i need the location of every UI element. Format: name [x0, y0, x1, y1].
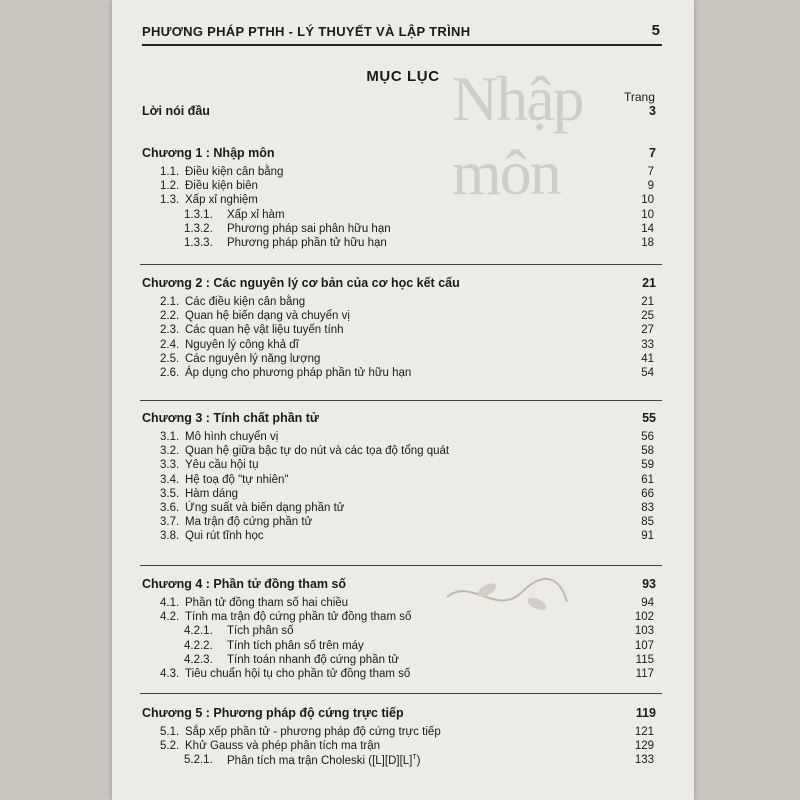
entry-title: Phần tử đồng tham số hai chiều — [185, 597, 349, 609]
running-header — [142, 22, 662, 46]
entry-title: Tính tích phân số trên máy — [227, 639, 364, 652]
toc-entry-row[interactable] — [112, 502, 694, 516]
entry-number: 2.1. — [160, 296, 180, 308]
entry-number: 2.4. — [160, 338, 180, 351]
entry-page: 27 — [641, 324, 654, 337]
entry-title: Điều kiện biên — [185, 180, 258, 193]
entry-page: 41 — [641, 352, 654, 365]
toc-entry-row[interactable] — [112, 611, 694, 625]
toc-title: MỤC LỤC — [366, 68, 440, 85]
entry-number: 2.5. — [160, 352, 180, 365]
entry-title: Hàm dáng — [185, 487, 239, 500]
toc-preface[interactable] — [112, 104, 694, 118]
chapter-page: 7 — [649, 146, 656, 160]
section-divider — [140, 565, 662, 566]
entry-number: 2.6. — [160, 367, 180, 379]
toc-chapter-row[interactable] — [112, 706, 694, 720]
entry-title: Phương pháp phần tử hữu hạn — [227, 237, 387, 249]
preface-title: Lời nói đầu — [142, 104, 210, 118]
entry-title: Qui rút tĩnh học — [185, 530, 264, 543]
entry-number: 3.4. — [160, 473, 180, 486]
toc-entry-row[interactable] — [112, 296, 694, 310]
page-column-label: Trang — [624, 90, 655, 104]
entry-number: 4.2.3. — [184, 653, 213, 666]
entry-number: 3.5. — [160, 487, 180, 500]
entry-title: Xấp xỉ hàm — [227, 208, 285, 221]
entry-title: Các điều kiện cân bằng — [185, 296, 306, 308]
entry-number: 4.2. — [160, 611, 180, 624]
chapter-title: Chương 3 : Tính chất phần tử — [142, 411, 319, 425]
book-page — [112, 0, 694, 800]
section-divider — [140, 693, 662, 694]
chapter-title: Chương 2 : Các nguyên lý cơ bản của cơ học kết cấu — [142, 276, 460, 290]
toc-entry-row[interactable] — [112, 640, 694, 654]
entry-number: 5.2. — [160, 740, 180, 753]
entry-title: Hệ toạ độ "tự nhiên" — [185, 473, 289, 486]
entry-page: 121 — [634, 726, 654, 738]
toc-entry-row[interactable] — [112, 353, 694, 367]
entry-number: 3.1. — [160, 431, 180, 443]
entry-page: 33 — [641, 338, 654, 351]
entry-number: 3.3. — [160, 459, 180, 472]
toc-entry-row[interactable] — [112, 339, 694, 353]
entry-number: 1.2. — [160, 180, 180, 193]
section-divider — [140, 400, 662, 401]
toc-entry-row[interactable] — [112, 668, 694, 682]
toc-entry-row[interactable] — [112, 726, 694, 740]
entry-number: 1.3.1. — [184, 208, 213, 221]
toc-chapter-row[interactable] — [112, 146, 694, 160]
entry-title: Yêu cầu hội tụ — [185, 459, 259, 472]
entry-page: 18 — [641, 237, 654, 249]
toc-chapter-row[interactable] — [112, 411, 694, 425]
toc-chapter-row[interactable] — [112, 276, 694, 290]
entry-title: Quan hệ giữa bậc tự do nút và các tọa độ tổng quát — [185, 445, 450, 458]
ornament-icon — [442, 572, 572, 622]
entry-number: 4.3. — [160, 668, 180, 680]
chapter-page: 55 — [642, 411, 656, 425]
entry-page: 25 — [641, 310, 654, 323]
page-number: 5 — [651, 22, 660, 39]
entry-page: 115 — [635, 653, 654, 666]
entry-page: 83 — [641, 502, 654, 514]
entry-number: 5.1. — [160, 726, 180, 738]
header-title: PHƯƠNG PHÁP PTHH - LÝ THUYẾT VÀ LẬP TRÌNH — [142, 24, 471, 39]
toc-entry-row[interactable] — [112, 530, 694, 544]
entry-title: Xấp xỉ nghiệm — [185, 194, 258, 207]
toc-entry-row[interactable] — [112, 754, 694, 768]
entry-page: 10 — [641, 208, 654, 221]
entry-title: Tích phân số — [227, 625, 294, 638]
toc-entry-row[interactable] — [112, 516, 694, 530]
entry-page: 85 — [641, 516, 654, 529]
entry-page: 61 — [641, 473, 654, 486]
entry-number: 3.6. — [160, 502, 180, 514]
entry-title: Các nguyên lý năng lượng — [185, 352, 321, 365]
entry-number: 1.3.2. — [184, 222, 213, 235]
chapter-page: 93 — [642, 577, 656, 591]
toc-entry-row[interactable] — [112, 431, 694, 445]
entry-page: 56 — [641, 431, 654, 443]
entry-title: Mô hình chuyển vị — [185, 431, 279, 443]
entry-number: 1.1. — [160, 166, 180, 178]
entry-page: 129 — [634, 740, 654, 753]
toc-entry-row[interactable] — [112, 445, 694, 459]
chapter-page: 119 — [635, 706, 656, 720]
toc-entry-row[interactable] — [112, 474, 694, 488]
chapter-title: Chương 4 : Phần tử đồng tham số — [142, 577, 347, 591]
toc-entry-row[interactable] — [112, 625, 694, 639]
entry-title: Phân tích ma trận Choleski $([L][D][L]^T)$ — [227, 754, 421, 768]
entry-title: Nguyên lý công khả dĩ — [185, 338, 299, 351]
entry-page: 58 — [641, 445, 654, 458]
toc-chapter-row[interactable] — [112, 577, 694, 591]
chapter-page: 21 — [642, 276, 656, 290]
entry-number: 4.2.1. — [184, 625, 213, 638]
entry-number: 4.2.2. — [184, 639, 213, 652]
entry-page: 54 — [641, 367, 654, 379]
entry-number: 5.2.1. — [184, 754, 213, 767]
entry-number: 3.8. — [160, 530, 180, 543]
entry-title: Các quan hệ vật liệu tuyến tính — [185, 324, 344, 337]
entry-number: 1.3. — [160, 194, 180, 207]
entry-title: Áp dụng cho phương pháp phần tử hữu hạn — [185, 367, 412, 379]
toc-entry-row[interactable] — [112, 237, 694, 251]
entry-title: Ma trận độ cứng phần tử — [185, 516, 313, 529]
toc-entry-row[interactable] — [112, 310, 694, 324]
toc-entry-row[interactable] — [112, 223, 694, 237]
entry-page: 59 — [641, 459, 654, 472]
entry-number: 1.3.3. — [184, 237, 213, 249]
entry-title: Tiêu chuẩn hội tụ cho phần tử đồng tham số — [185, 668, 411, 680]
entry-number: 2.2. — [160, 310, 180, 323]
entry-page: 7 — [647, 166, 654, 178]
bleed-through-watermark: Nhập môn — [452, 63, 583, 208]
entry-page: 21 — [641, 296, 654, 308]
superscript: T — [412, 754, 417, 762]
entry-title: Tính ma trận độ cứng phần tử đồng tham số — [185, 611, 412, 624]
toc-entry-row[interactable] — [112, 166, 694, 180]
entry-title: Phương pháp sai phân hữu hạn — [227, 222, 391, 235]
entry-title: Ứng suất và biến dạng phần tử — [185, 502, 345, 514]
entry-title: Sắp xếp phần tử - phương pháp độ cứng trực tiếp — [185, 726, 441, 738]
section-divider — [140, 264, 662, 265]
entry-page: 10 — [641, 194, 654, 207]
entry-number: 4.1. — [160, 597, 180, 609]
entry-number: 3.7. — [160, 516, 180, 529]
toc-entry-row[interactable] — [112, 324, 694, 338]
entry-page: 94 — [641, 597, 654, 609]
entry-title: Khử Gauss và phép phân tích ma trận — [185, 740, 381, 753]
entry-number: 3.2. — [160, 445, 180, 458]
entry-page: 117 — [635, 668, 654, 680]
toc-entry-row[interactable] — [112, 740, 694, 754]
chapter-title: Chương 1 : Nhập môn — [142, 146, 275, 160]
entry-page: 107 — [634, 639, 654, 652]
entry-page: 66 — [641, 487, 654, 500]
toc-entry-row[interactable] — [112, 488, 694, 502]
entry-page: 103 — [634, 625, 654, 638]
toc-entry-row[interactable] — [112, 367, 694, 381]
entry-page: 102 — [634, 611, 654, 624]
entry-title: Điều kiện cân bằng — [185, 166, 284, 178]
entry-page: 9 — [647, 180, 654, 193]
toc-entry-row[interactable] — [112, 209, 694, 223]
entry-title: Quan hệ biến dạng và chuyển vị — [185, 310, 350, 323]
toc-entry-row[interactable] — [112, 459, 694, 473]
entry-title: Tính toán nhanh độ cứng phần tử — [227, 653, 400, 666]
toc-entry-row[interactable] — [112, 597, 694, 611]
toc-entry-row[interactable] — [112, 654, 694, 668]
entry-number: 2.3. — [160, 324, 180, 337]
chapter-title: Chương 5 : Phương pháp độ cứng trực tiếp — [142, 706, 404, 720]
entry-page: 14 — [641, 222, 654, 235]
entry-page: 91 — [641, 530, 654, 543]
preface-page: 3 — [649, 104, 656, 118]
toc-entry-row[interactable] — [112, 194, 694, 208]
toc-entry-row[interactable] — [112, 180, 694, 194]
entry-page: 133 — [634, 754, 654, 767]
